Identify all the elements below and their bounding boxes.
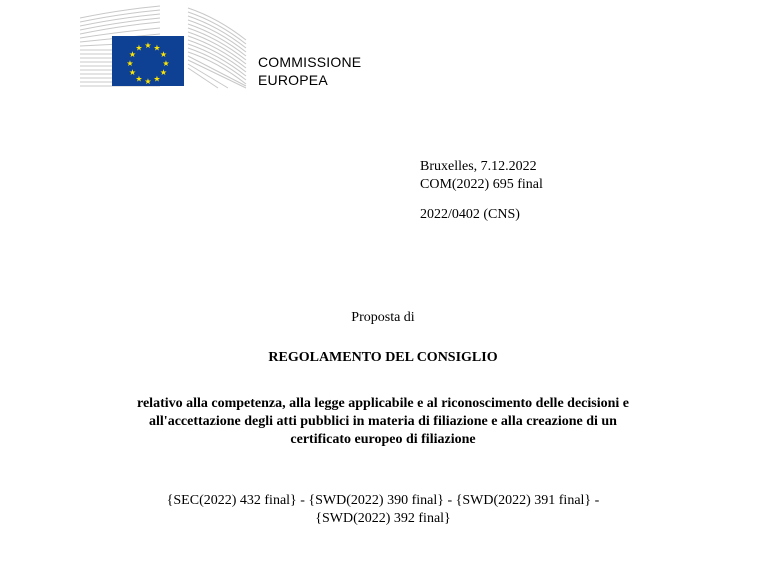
svg-text:★: ★ (153, 74, 161, 84)
place-date: Bruxelles, 7.12.2022 (420, 159, 537, 174)
svg-text:★: ★ (162, 59, 170, 68)
document-references (110, 492, 656, 528)
subject-line-3: certificato europeo di filiazione (290, 432, 476, 447)
document-title: REGOLAMENTO DEL CONSIGLIO (268, 350, 498, 365)
document-metadata (420, 158, 543, 224)
svg-text:★: ★ (128, 68, 137, 77)
svg-text:★: ★ (144, 77, 152, 86)
com-reference: COM(2022) 695 final (420, 177, 543, 192)
svg-text:★: ★ (126, 59, 134, 68)
references-line-1: {SEC(2022) 432 final} - {SWD(2022) 390 final} - {SWD(2022) 391 final} - (166, 493, 600, 508)
organization-name (258, 53, 361, 89)
svg-text:★: ★ (135, 43, 143, 53)
subject-line-2: all'accettazione degli atti pubblici in materia di filiazione e alla creazione di un (149, 414, 617, 429)
document-intro: Proposta di (351, 310, 415, 325)
eu-flag-with-building-icon (78, 4, 248, 90)
organization-name-line1: COMMISSIONE (258, 54, 362, 70)
procedure-number: 2022/0402 (CNS) (420, 207, 520, 222)
svg-text:★: ★ (144, 41, 152, 50)
document-subject (90, 395, 676, 449)
subject-line-1: relativo alla competenza, alla legge applicabile e al riconoscimento delle decisioni e (137, 396, 629, 411)
svg-text:★: ★ (135, 74, 143, 84)
svg-text:★: ★ (153, 43, 161, 53)
svg-text:★: ★ (159, 50, 168, 59)
svg-text:★: ★ (128, 50, 137, 59)
organization-name-line2: EUROPEA (258, 72, 328, 88)
references-line-2: {SWD(2022) 392 final} (315, 511, 451, 526)
svg-text:★: ★ (159, 68, 168, 77)
